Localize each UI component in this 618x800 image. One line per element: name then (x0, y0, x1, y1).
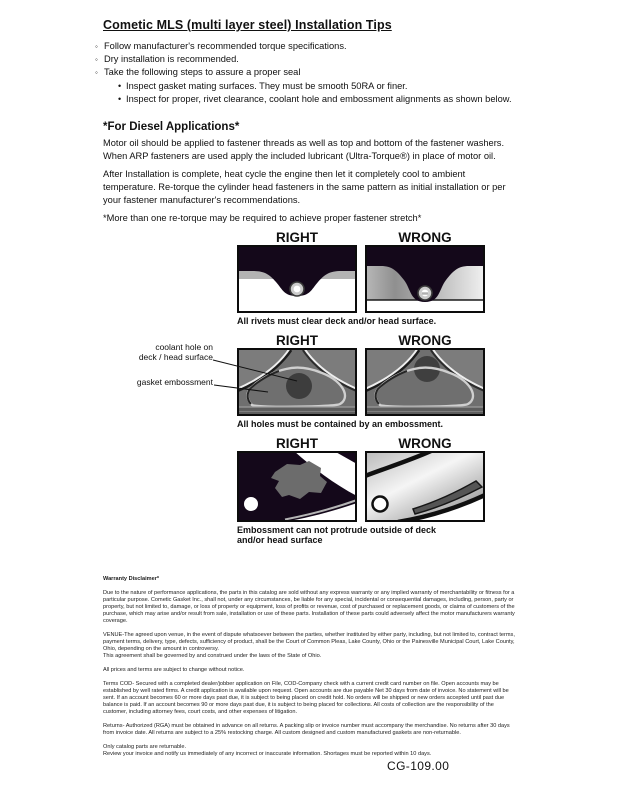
diagram-label-row (237, 437, 485, 450)
rivet-wrong-panel-illustration (365, 245, 485, 313)
wrong-label: WRONG (398, 230, 452, 245)
circle-bullet-icon: ◦ (95, 68, 98, 78)
warranty-paragraph: This agreement shall be governed by and construed under the laws of the State of Ohio. (103, 653, 322, 659)
diagram-panel-row (237, 245, 485, 313)
circle-bullet-icon: ◦ (95, 55, 98, 65)
warranty-heading: Warranty Disclaimer* (103, 576, 160, 582)
coolant-caption: All holes must be contained by an embossment. (237, 419, 444, 429)
diagram-panel-row (237, 348, 485, 416)
warranty-disclaimer-section (103, 576, 517, 758)
coolant-wrong-panel-illustration (365, 348, 485, 416)
right-label: RIGHT (276, 436, 318, 451)
circle-bullet-icon: ◦ (95, 42, 98, 51)
diesel-paragraph: Motor oil should be applied to fastener threads as well as top and bottom of the fastener washers. When ARP fasteners are used apply the included lubricant (Ultra-Torque®) in place of motor oil. (103, 138, 505, 162)
tip-text: Inspect gasket mating surfaces. They must be smooth 50RA or finer. (126, 80, 408, 91)
tip-item (95, 40, 515, 53)
diesel-paragraph: After Installation is complete, heat cycle the engine then let it completely cool to ambient temperature. Re-torque the cylinder head fasteners in the same pattern as initial installation or per your fastener manufacturer's recommendations. (103, 169, 506, 206)
diagram-label-row (237, 231, 485, 244)
tip-item (95, 53, 515, 66)
diagram-label-row (237, 334, 485, 347)
embossment-wrong-panel-illustration (365, 451, 485, 522)
tip-sub-item (103, 93, 515, 106)
wrong-label: WRONG (398, 436, 452, 451)
warranty-paragraph: Returns- Authorized (RGA) must be obtained in advance on all returns. A packing slip or invoice number must accompany the merchandise. No returns after 30 days from invoice date. All returns are subject to a 25% restocking charge. All custom designed and custom manufactured gaskets are non-returnable. (103, 723, 510, 736)
tip-text: Follow manufacturer's recommended torque specifications. (104, 41, 347, 51)
right-label: RIGHT (276, 333, 318, 348)
diesel-paragraph: *More than one re-torque may be required to achieve proper fastener stretch* (103, 213, 422, 224)
embossment-right-panel-illustration (237, 451, 357, 522)
rivet-clearance-diagram (237, 231, 485, 326)
warranty-paragraph: Only catalog parts are returnable. (103, 744, 187, 750)
warranty-paragraph: Review your invoice and notify us immediately of any incorrect or inaccurate information. Shortages must be reported within 10 days. (103, 751, 432, 757)
tip-sub-item (103, 80, 515, 93)
warranty-paragraph: Due to the nature of performance applications, the parts in this catalog are sold without any express warranty or any implied warranty of merchantability or fitness for a particular purpose. Cometic Gasket Inc., shall not, under any circumstances, be liable for any special, incidental or consequential damages, including, person, party or property, but not limited to, damage, or loss of property or equipment, loss of profits or revenue, cost of purchased or replacement goods, or claims of customers of the purchase, which may arise and/or result from sale, installation or use of these parts. Installation of these parts could adversely affect the motor manufacturers warranty coverage. (103, 590, 515, 624)
coolant-hole-diagram (136, 333, 485, 429)
embossment-protrusion-diagram (237, 437, 485, 545)
tip-text: Take the following steps to assure a proper seal (104, 67, 301, 78)
rivet-caption: All rivets must clear deck and/or head surface. (237, 316, 437, 326)
tip-text: Inspect for proper, rivet clearance, coolant hole and embossment alignments as shown below. (126, 93, 512, 104)
warranty-paragraph: All prices and terms are subject to change without notice. (103, 667, 245, 673)
dot-bullet-icon: • (118, 93, 122, 104)
dot-bullet-icon: • (118, 80, 122, 91)
installation-tips-section (95, 18, 515, 225)
diagram-panel-row (237, 451, 485, 522)
warranty-paragraph: Terms COD- Secured with a completed dealer/jobber application on File, COD-Company check with a current credit card number on file. Open accounts may be established by well rated firms. A credit application is available upon request. Open accounts are due payable Net 30 days from date of invoice. No statement will be sent. If an account becomes 60 or more days past due, it is subject to being placed on credit hold. No orders will be shipped or new orders accepted until past due balance is paid. If an account becomes 90 or more days past due, it is subject to being placed for collections. All costs of collection are the responsibility of the customer, including attorney fees, court costs, and other expenses of litigation. (103, 681, 509, 715)
wrong-label: WRONG (398, 333, 452, 348)
rivet-right-panel-illustration (237, 245, 357, 313)
embossment-caption: Embossment can not protrude outside of deck and/or head surface (237, 525, 437, 545)
page-title: Cometic MLS (multi layer steel) Installation Tips (103, 18, 392, 32)
coolant-hole-callout: coolant hole on deck / head surface (138, 342, 213, 362)
coolant-right-panel-illustration (237, 348, 357, 416)
tip-text: Dry installation is recommended. (104, 54, 239, 65)
catalog-page-number: CG-109.00 (387, 759, 450, 773)
gasket-embossment-callout: gasket embossment (136, 377, 213, 387)
warranty-paragraph: VENUE-The agreed upon venue, in the event of dispute whatsoever between the parties, whether instituted by either party, including, but not limited to, contract terms, payment terms, delivery, type, defects, sufficiency of product, shall be the Court of Common Pleas, Lake County, Ohio or the Painesville Municipal Court, Lake County, Ohio, depending on the amount in controversy. (103, 632, 515, 652)
right-label: RIGHT (276, 230, 318, 245)
diesel-applications-heading: *For Diesel Applications* (103, 121, 240, 134)
tip-item (95, 66, 515, 79)
diagram-column (136, 230, 485, 545)
